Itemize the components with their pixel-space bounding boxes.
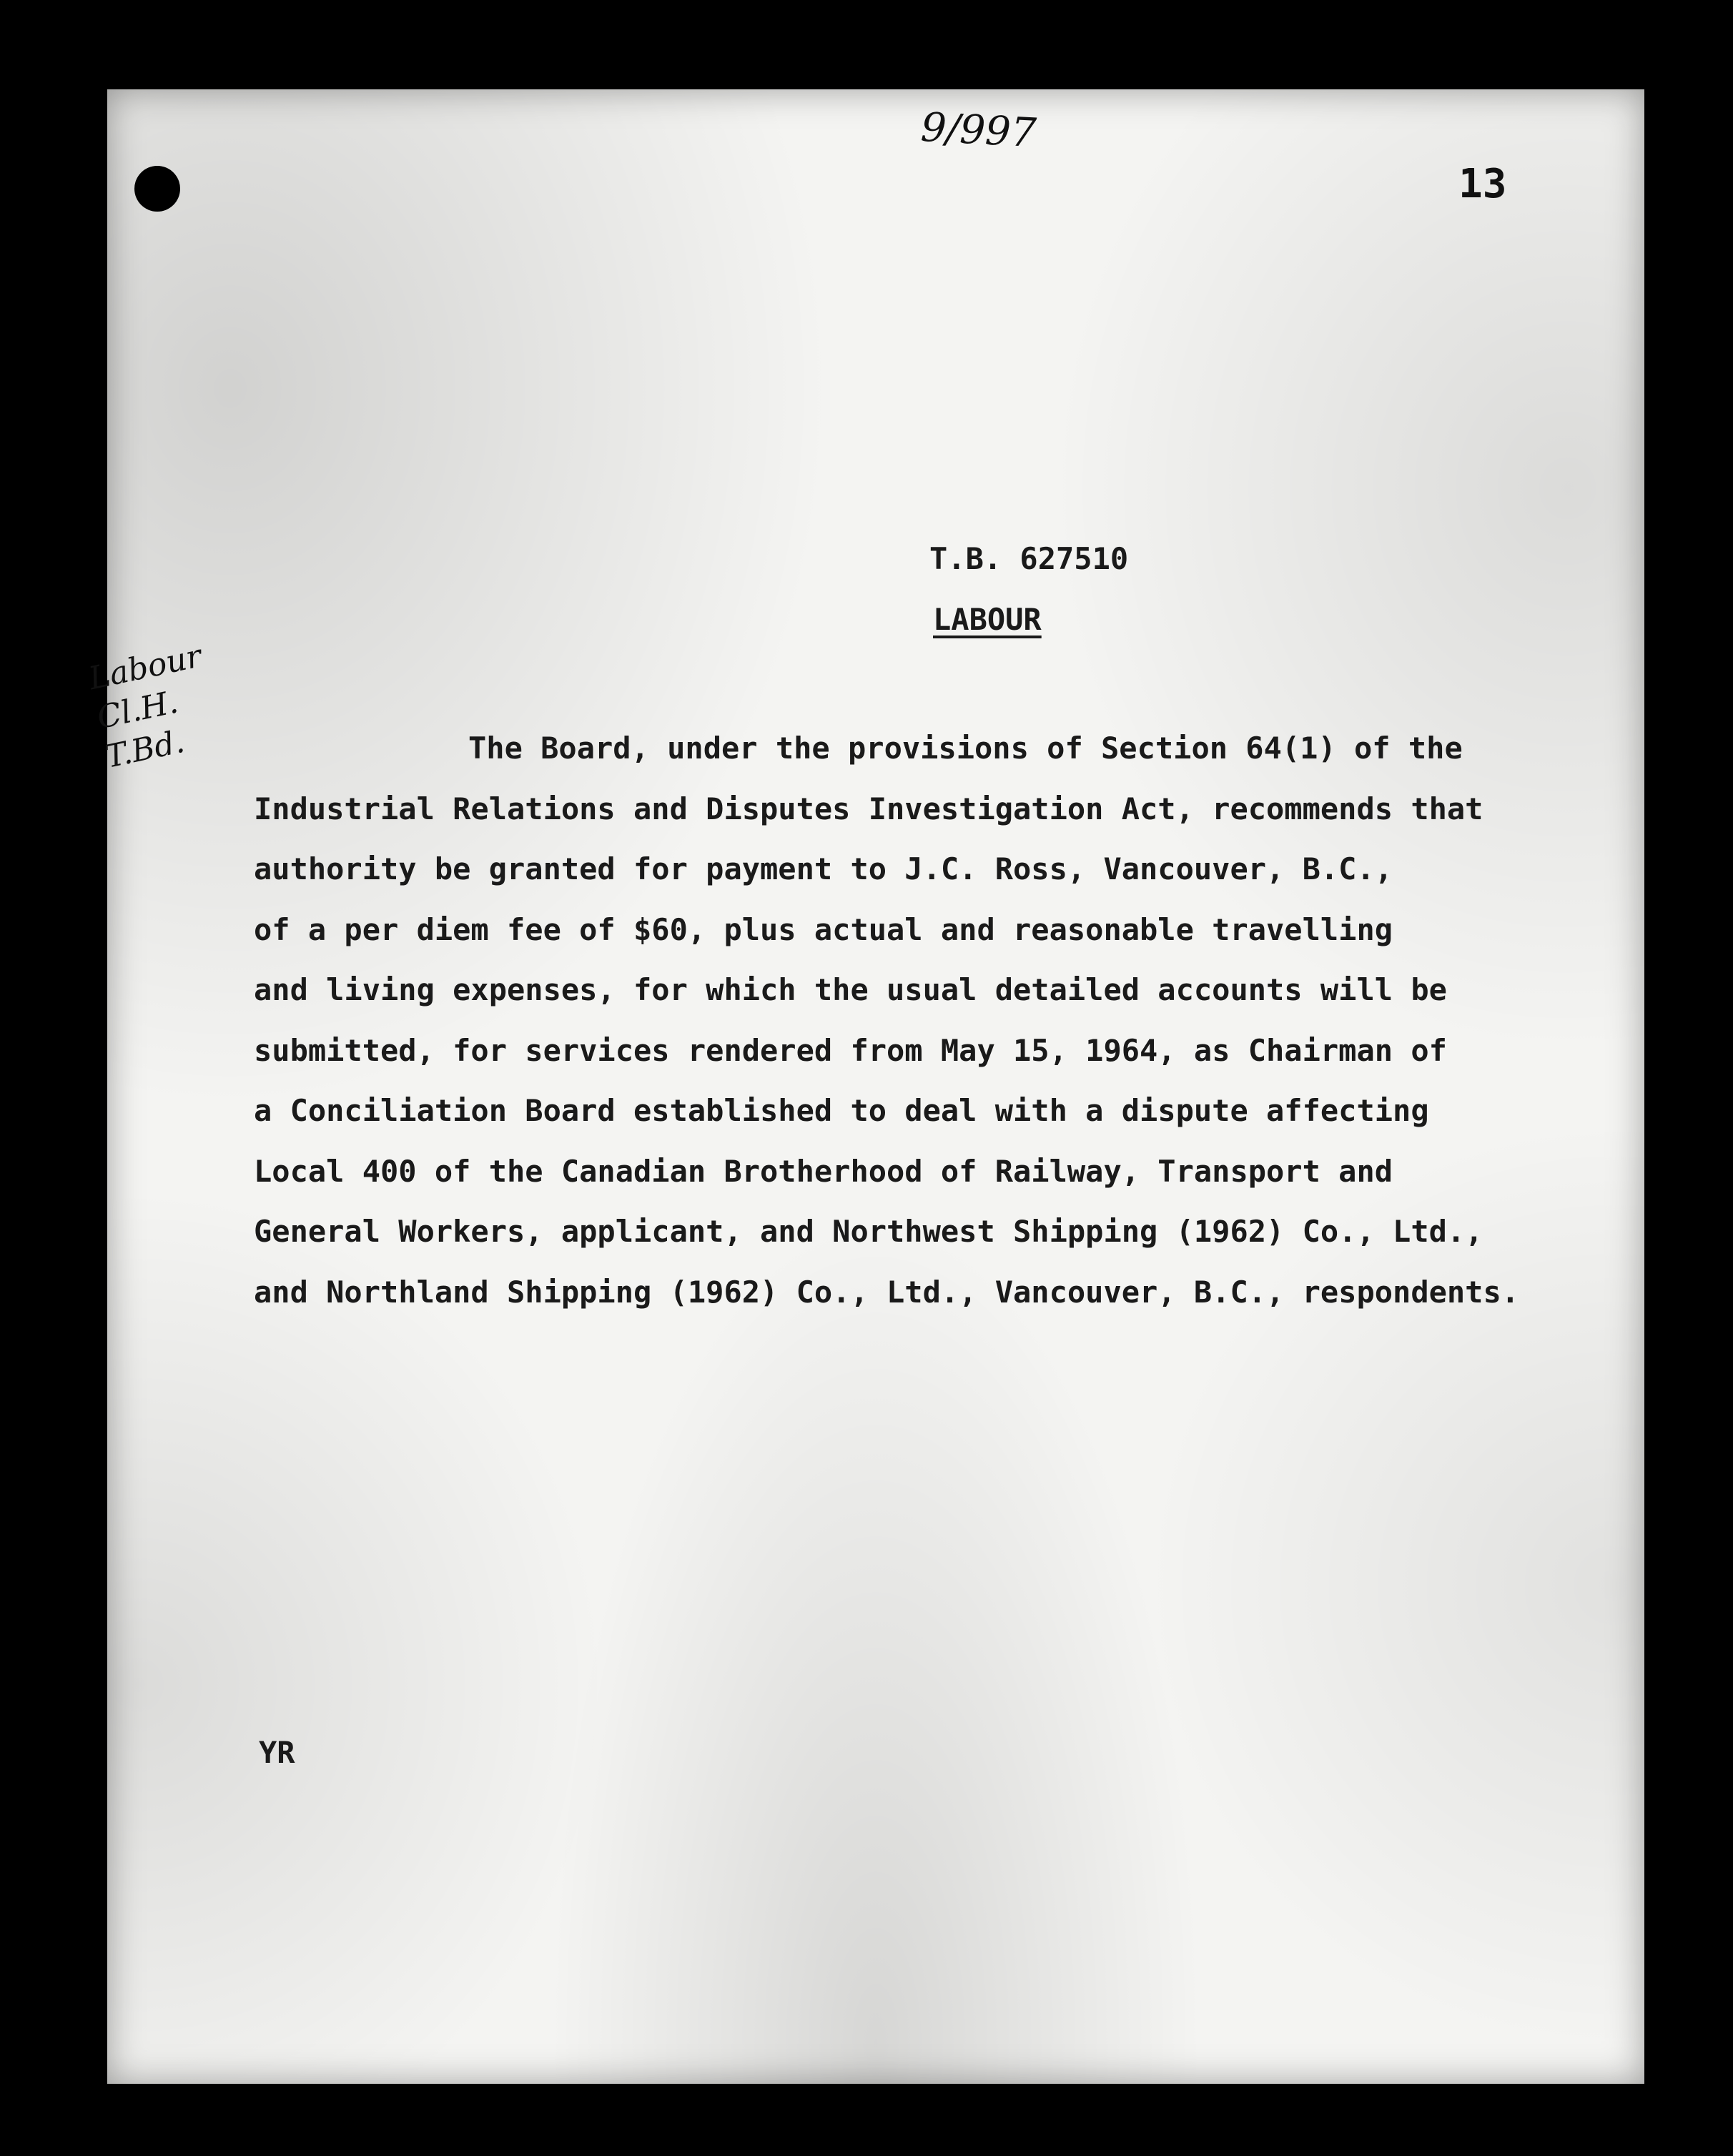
handwritten-file-number: 9/997: [919, 104, 1037, 157]
page-number: 13: [1458, 161, 1507, 207]
punch-hole: [134, 166, 180, 212]
paragraph-line: of a per diem fee of $60, plus actual and reasonable travelling: [254, 911, 1393, 947]
paragraph-line: The Board, under the provisions of Section 64(1) of the: [468, 731, 1463, 766]
paragraph-line: and living expenses, for which the usual detailed accounts will be: [254, 972, 1447, 1007]
paragraph-line: General Workers, applicant, and Northwest Shipping (1962) Co., Ltd.,: [254, 1214, 1483, 1249]
treasury-board-reference: T.B. 627510: [929, 541, 1129, 576]
paragraph-line: authority be granted for payment to J.C. Ross, Vancouver, B.C.,: [254, 851, 1393, 886]
paragraph-line: Industrial Relations and Disputes Investigation Act, recommends that: [254, 791, 1483, 826]
department-heading: LABOUR: [933, 602, 1042, 637]
margin-note-line: T.Bd.: [102, 723, 188, 776]
handwritten-margin-note: [85, 636, 222, 777]
paragraph-line: a Conciliation Board established to deal with a dispute affecting: [254, 1093, 1429, 1128]
typist-initials: YR: [259, 1735, 295, 1770]
margin-note-line: Labour: [85, 638, 205, 698]
paragraph-line: Local 400 of the Canadian Brotherhood of Railway, Transport and: [254, 1153, 1393, 1189]
margin-note-line: Cl.H.: [94, 683, 182, 737]
paragraph-line: submitted, for services rendered from May 15, 1964, as Chairman of: [254, 1032, 1447, 1068]
paragraph-line: and Northland Shipping (1962) Co., Ltd., Vancouver, B.C., respondents.: [254, 1274, 1520, 1310]
recommendation-paragraph: [254, 718, 1555, 1322]
